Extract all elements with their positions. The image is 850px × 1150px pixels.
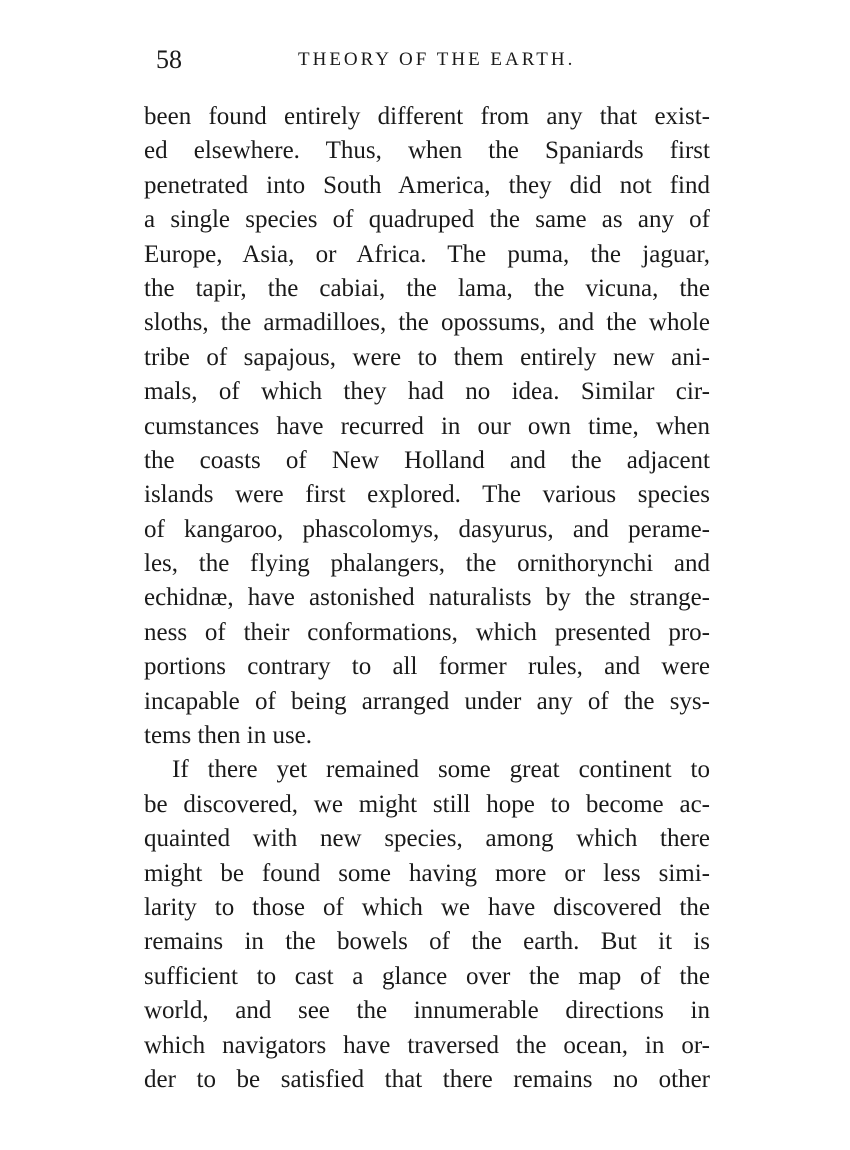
text-line: der to be satisfied that there remains no other (144, 1065, 710, 1093)
paragraph-2 (144, 753, 710, 1097)
text-line: world, and see the innumerable directions in (144, 997, 710, 1025)
page-number: 58 (156, 45, 182, 74)
text-line: tribe of sapajous, were to them entirely new ani- (144, 343, 710, 371)
text-line: sloths, the armadilloes, the opossums, and the whole (144, 309, 710, 337)
text-line: might be found some having more or less simi- (144, 859, 710, 887)
text-line: been found entirely different from any that exist- (144, 103, 710, 130)
paragraph-1 (144, 100, 710, 753)
text-line: incapable of being arranged under any of the sys- (144, 687, 710, 715)
body-text (144, 100, 710, 1097)
text-line: of kangaroo, phascolomys, dasyurus, and perame- (144, 515, 710, 543)
text-line: sufficient to cast a glance over the map of the (144, 962, 710, 990)
text-line: the coasts of New Holland and the adjacent (144, 446, 710, 474)
text-line: which navigators have traversed the ocean, in or- (144, 1031, 710, 1059)
text-line: les, the flying phalangers, the ornithorynchi and (144, 550, 710, 578)
text-line: cumstances have recurred in our own time, when (144, 412, 710, 440)
text-line: ed elsewhere. Thus, when the Spaniards first (144, 137, 710, 165)
text-line: the tapir, the cabiai, the lama, the vicuna, the (144, 274, 710, 302)
text-line: a single species of quadruped the same as any of (144, 206, 710, 234)
text-line: ness of their conformations, which presented pro- (144, 618, 710, 646)
text-line: tems then in use. (144, 722, 313, 750)
text-line: echidnæ, have astonished naturalists by the strange- (144, 584, 710, 612)
text-line: quainted with new species, among which there (144, 825, 710, 853)
text-line: islands were first explored. The various species (144, 481, 710, 509)
text-line: portions contrary to all former rules, and were (144, 653, 710, 681)
text-line: penetrated into South America, they did not find (144, 171, 710, 199)
running-head (150, 44, 710, 76)
text-line: Europe, Asia, or Africa. The puma, the jaguar, (144, 240, 710, 268)
text-line: be discovered, we might still hope to become ac- (144, 790, 710, 818)
text-line: remains in the bowels of the earth. But it is (144, 928, 710, 956)
text-line: mals, of which they had no idea. Similar cir- (144, 378, 710, 406)
running-title: THEORY OF THE EARTH. (298, 49, 576, 70)
text-line: larity to those of which we have discovered the (144, 893, 710, 921)
text-line: If there yet remained some great continent to (172, 756, 710, 784)
